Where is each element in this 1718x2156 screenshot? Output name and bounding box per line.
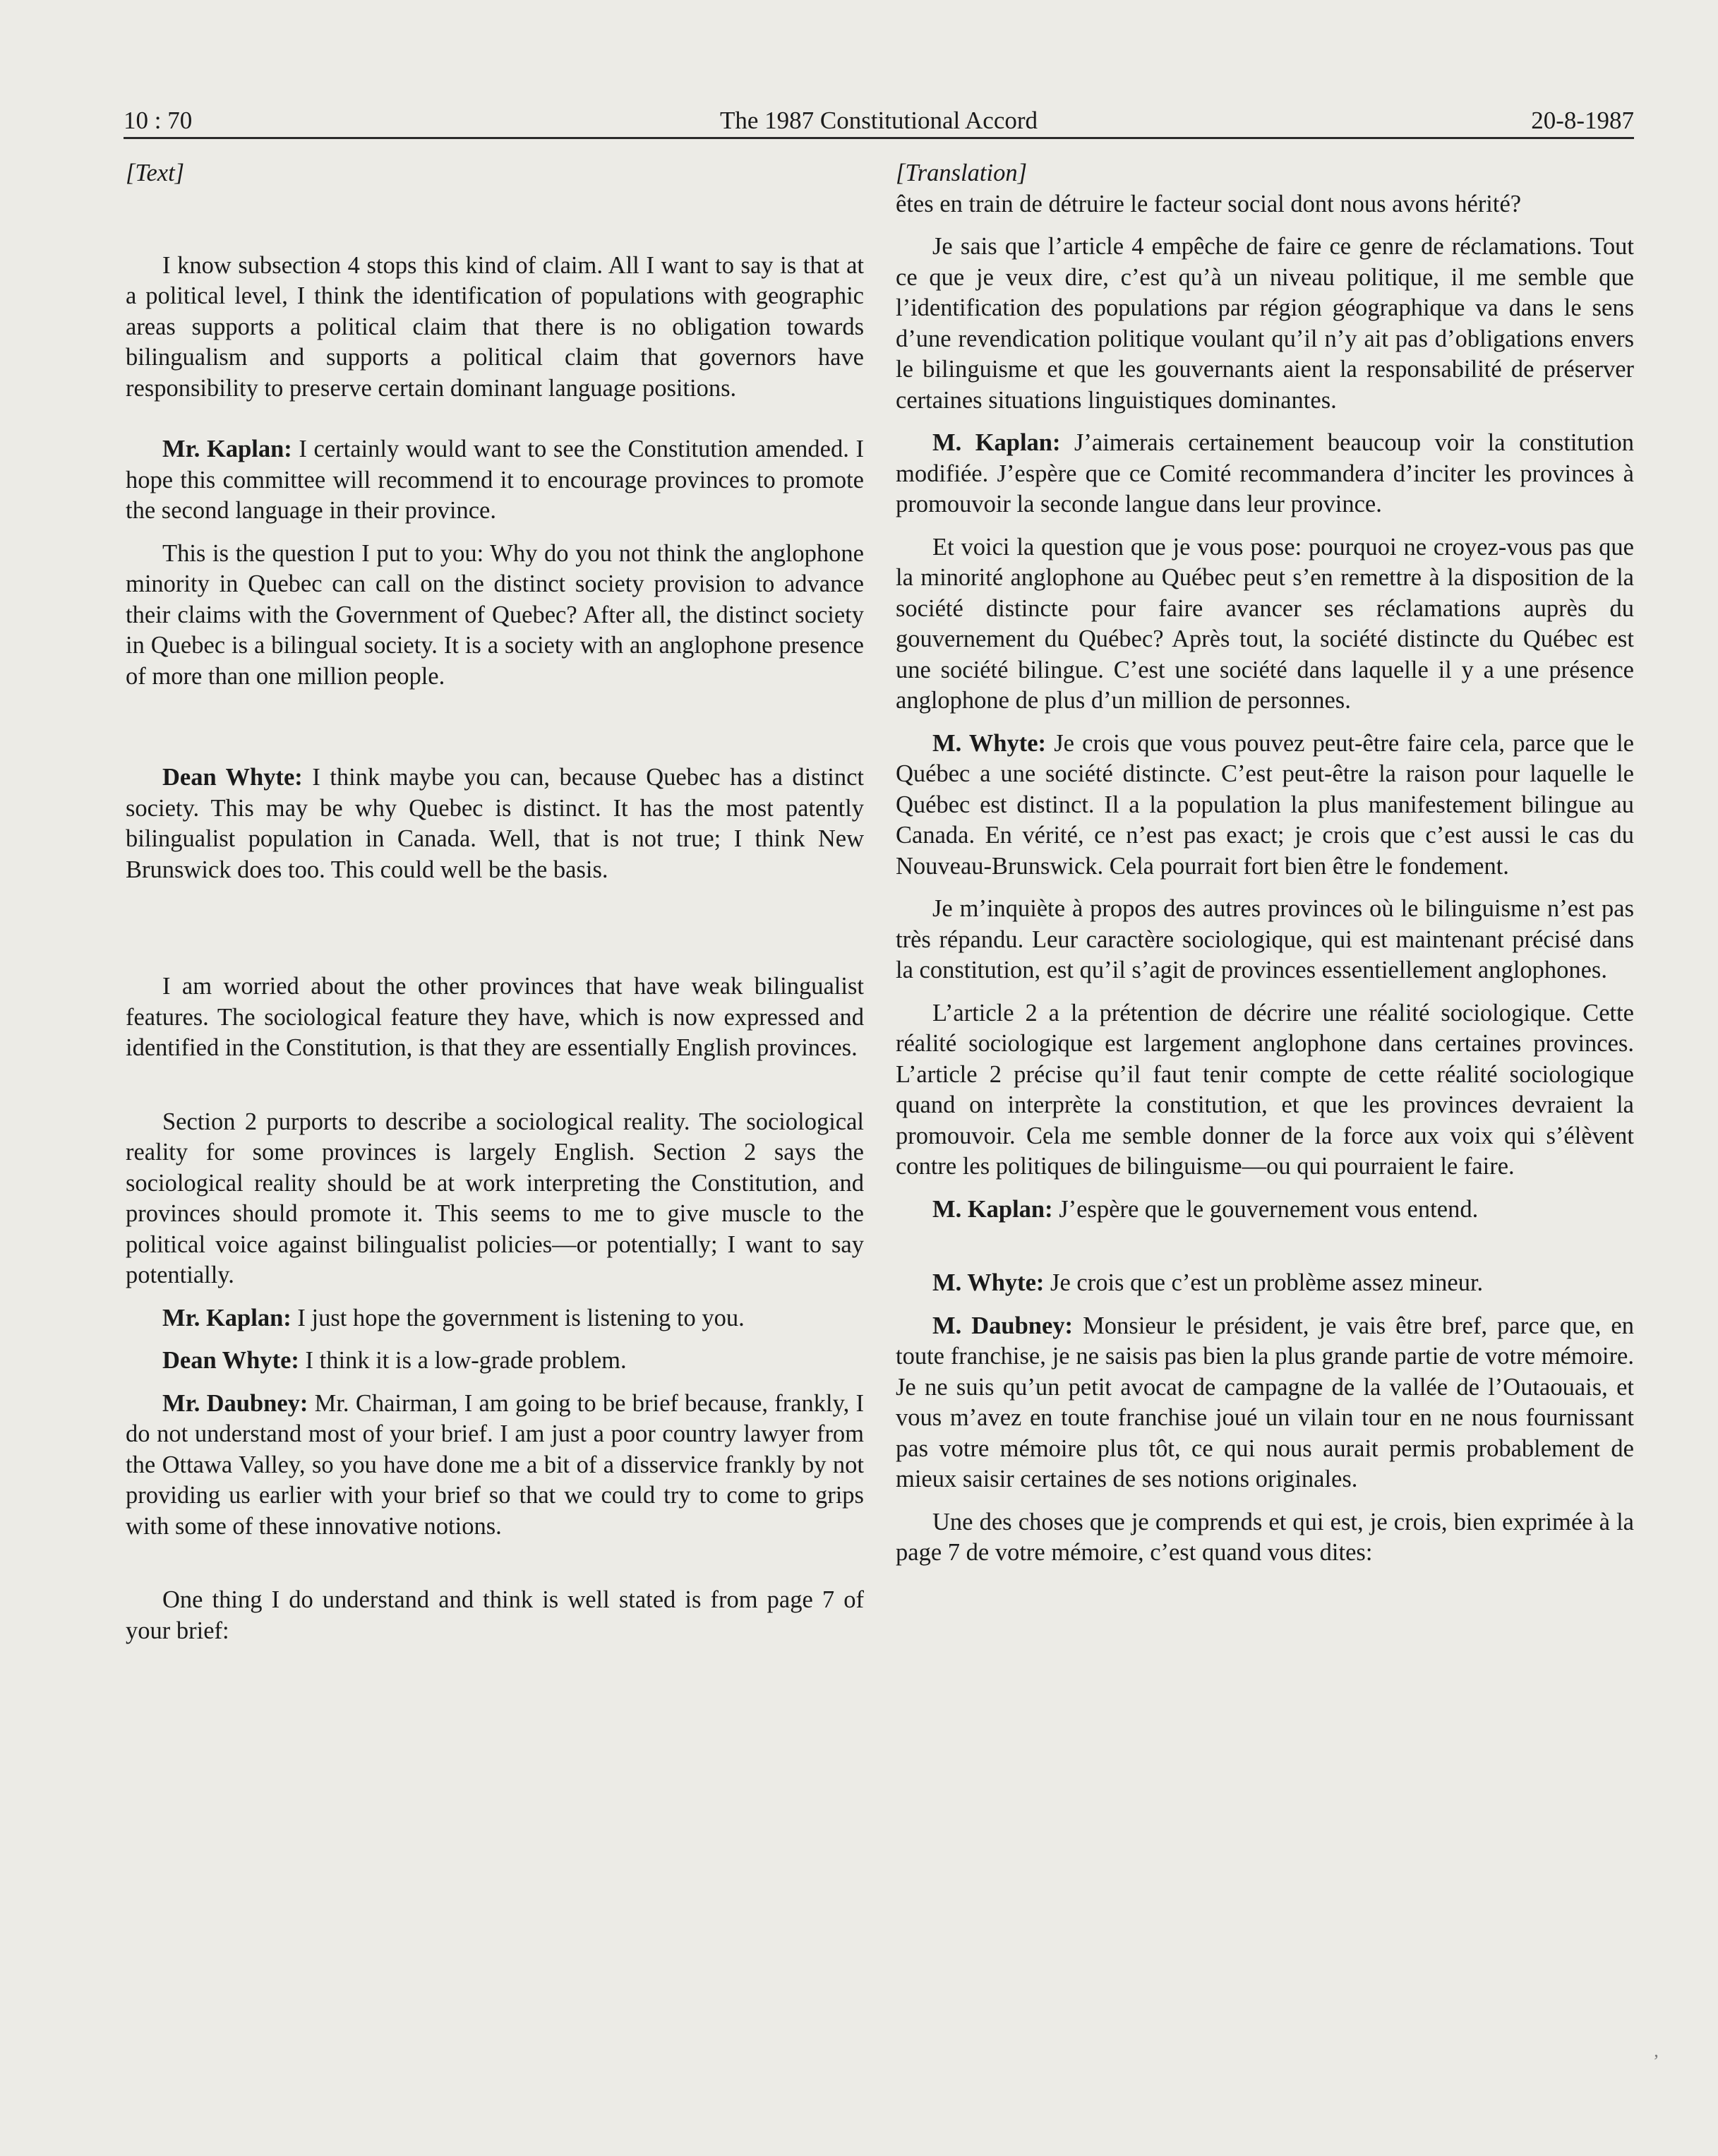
speaker-name: M. Whyte: [932, 1269, 1045, 1296]
paragraph: Une des choses que je comprends et qui est, je crois, bien exprimée à la page 7 de votre mémoire, c’est quand vous dites: [896, 1508, 1634, 1566]
paragraph: M. Kaplan: J’espère que le gouvernement vous entend. [932, 1195, 1479, 1223]
paragraph: M. Kaplan: J’aimerais certainement beaucoup voir la constitution modifiée. J’espère que ce Comité recommandera d’inciter les provinces à promouvoir la seconde langue dans leur province. [896, 429, 1634, 517]
paragraph: Je sais que l’article 4 empêche de faire ce genre de réclamations. Tout ce que je veux dire, c’est qu’à un niveau politique, il me semble que l’identification des populations par région géographique va dans le sens d’une revendication politique voulant qu’il n’y ait pas d’obligations envers le bilinguisme et que les gouvernants aient la responsabilité de préserver certaines situations linguistiques dominantes. [896, 233, 1634, 414]
paragraph: Mr. Daubney: Mr. Chairman, I am going to be brief because, frankly, I do not understand most of your brief. I am just a poor country lawyer from the Ottawa Valley, so you have done me a bit of a disservice frankly by not providing us earlier with your brief so that we could try to come to grips with some of these innovative notions. [126, 1389, 864, 1540]
header-rule [124, 137, 1634, 139]
paragraph: Dean Whyte: I think it is a low-grade problem. [162, 1347, 627, 1374]
paragraph: Mr. Kaplan: I just hope the government is listening to you. [162, 1304, 745, 1331]
column-label: [Text] [126, 160, 185, 186]
speaker-name: Mr. Kaplan: [162, 436, 292, 462]
speaker-name: Dean Whyte: [162, 764, 303, 791]
speaker-name: M. Whyte: [932, 729, 1046, 757]
paragraph: Je m’inquiète à propos des autres provinces où le bilinguisme n’est pas très répandu. Leur caractère sociologique, qui est maintenant précisé dans la constitution, est qu’il s’agit de provinces essentiellement anglophones. [896, 895, 1634, 983]
speaker-name: M. Kaplan: [932, 429, 1061, 456]
document-title: The 1987 Constitutional Accord [719, 107, 1038, 134]
running-header [124, 104, 1634, 137]
paragraph: L’article 2 a la prétention de décrire une réalité sociologique. Cette réalité sociologique est largement anglophone dans certaines provinces. L’article 2 précise qu’il faut tenir compte de cette réalité sociologique quand on interprète la constitution, et que les provinces devraient la promouvoir. Cela me semble donner de la force aux voix qui s’élèvent contre les politiques de bilinguisme—ou qui pourraient le faire. [896, 999, 1634, 1180]
speaker-name: Dean Whyte: [162, 1347, 299, 1374]
column-label: [Translation] [896, 160, 1027, 186]
page-reference: 10 : 70 [124, 107, 193, 134]
paragraph: One thing I do understand and think is well stated is from page 7 of your brief: [126, 1586, 864, 1644]
paragraph: Section 2 purports to describe a sociological reality. The sociological reality for some provinces is largely English. Section 2 says the sociological reality should be at work interpreting the Constitution, and provinces should promote it. This seems to me to give muscle to the political voice against bilingualist policies—or potentially; I want to say potentially. [126, 1108, 864, 1288]
paragraph: M. Whyte: Je crois que c’est un problème assez mineur. [932, 1269, 1484, 1296]
speaker-name: Mr. Kaplan: [162, 1304, 292, 1331]
paragraph: I know subsection 4 stops this kind of claim. All I want to say is that at a political level, I think the identification of populations with geographic areas supports a political claim that there is no obligation towards bilingualism and supports a political claim that governors have responsibility to preserve certain dominant language positions. [126, 251, 864, 402]
paragraph: Mr. Kaplan: I certainly would want to see the Constitution amended. I hope this committee will recommend it to encourage provinces to promote the second language in their province. [126, 436, 864, 524]
speaker-name: M. Kaplan: [932, 1195, 1053, 1223]
paragraph: M. Daubney: Monsieur le président, je vais être bref, parce que, en toute franchise, je ne saisis pas bien la plus grande partie de votre mémoire. Je ne suis qu’un petit avocat de campagne de la vallée de l’Outaouais, et vous m’avez en toute franchise joué un vilain tour en ne nous fournissant pas votre mémoire plus tôt, ce qui nous aurait permis probablement de mieux saisir certaines de ses notions originales. [896, 1312, 1634, 1492]
paragraph: Et voici la question que je vous pose: pourquoi ne croyez-vous pas que la minorité anglophone au Québec peut s’en remettre à la disposition de la société distincte pour faire avancer ses réclamations auprès du gouvernement du Québec? Après tout, la société distincte du Québec est une société bilingue. C’est une société dans laquelle il y a une présence anglophone de plus d’un million de personnes. [896, 533, 1634, 714]
english-column [126, 158, 864, 1646]
paragraph: M. Whyte: Je crois que vous pouvez peut-être faire cela, parce que le Québec a une société distincte. C’est peut-être la raison pour laquelle le Québec est distinct. Il a la population la plus manifestement bilingue au Canada. En vérité, ce n’est pas exact; je crois que c’est aussi le cas du Nouveau-Brunswick. Cela pourrait fort bien être le fondement. [896, 729, 1634, 880]
scan-mark: ’ [1653, 2051, 1659, 2071]
paragraph: I am worried about the other provinces that have weak bilingualist features. The sociological feature they have, which is now expressed and identified in the Constitution, is that they are essentially English provinces. [126, 973, 864, 1061]
header-date: 20-8-1987 [1531, 107, 1634, 134]
speaker-name: Mr. Daubney: [162, 1389, 308, 1417]
paragraph: êtes en train de détruire le facteur social dont nous avons hérité? [896, 190, 1522, 217]
speaker-name: M. Daubney: [932, 1312, 1074, 1339]
paragraph: Dean Whyte: I think maybe you can, because Quebec has a distinct society. This may be why Quebec is distinct. It has the most patently bilingualist population in Canada. Well, that is not true; I think New Brunswick does too. This could well be the basis. [126, 764, 864, 883]
french-column [896, 158, 1634, 1569]
paragraph: This is the question I put to you: Why do you not think the anglophone minority in Quebec can call on the distinct society provision to advance their claims with the Government of Quebec? After all, the distinct society in Quebec is a bilingual society. It is a society with an anglophone presence of more than one million people. [126, 539, 864, 690]
